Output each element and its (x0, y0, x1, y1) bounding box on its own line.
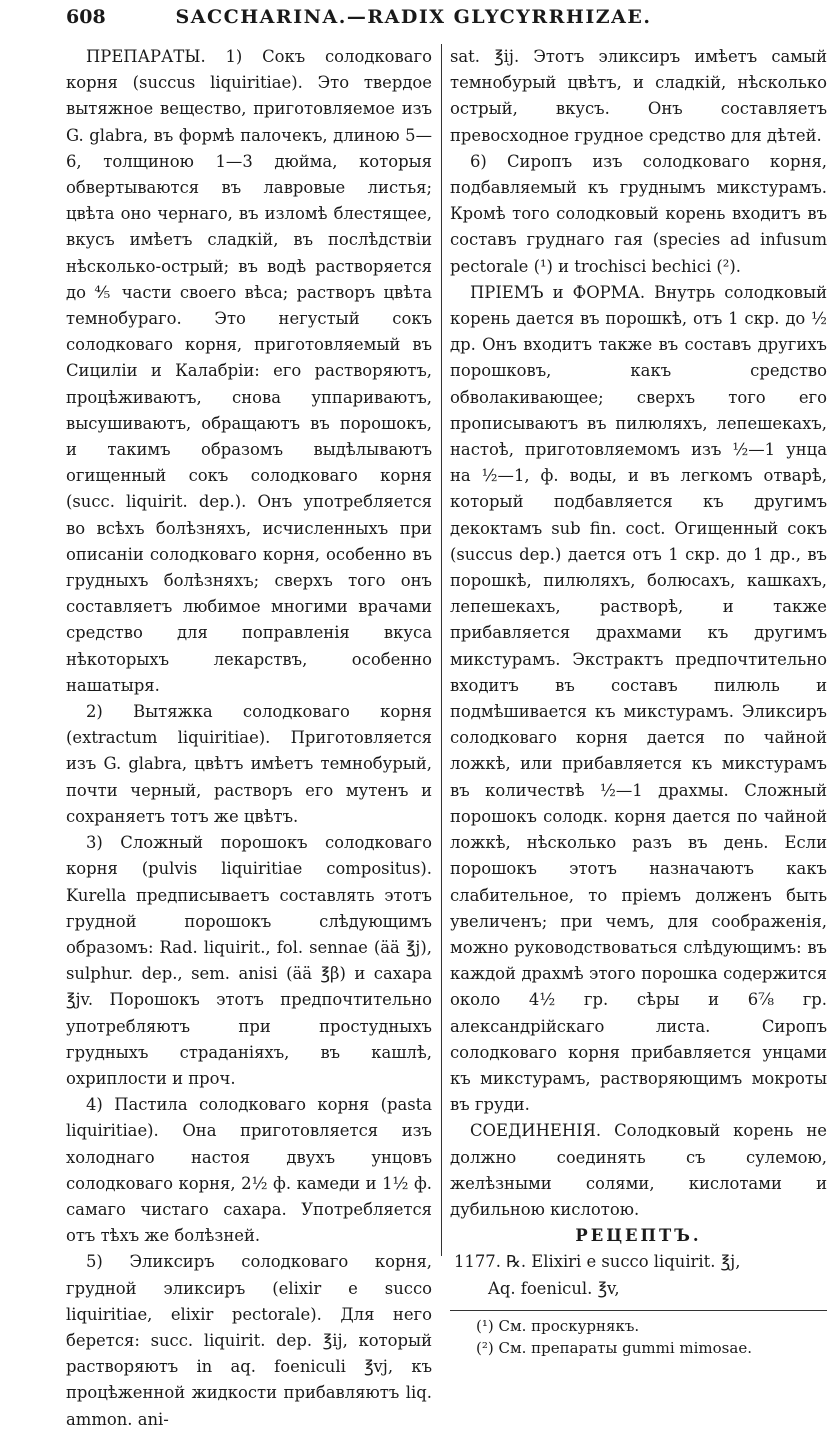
paragraph-elixir: 5) Эликсиръ солодковаго корня, грудной эликсиръ (elixir e succo liquiritiae, elixir pectorale). Для него берется: succ. liquirit. dep. ℥ij, который растворяютъ in aq. foeniculi ℥vj, къ процѣженной жидкости прибавляютъ liq. ammon. ani- (66, 1252, 432, 1429)
recipe-line: Aq. foenicul. ℥v, (488, 1278, 620, 1298)
paragraph-extract: 2) Вытяжка солодковаго корня (extractum liquiritiae). Приготовляется изъ G. glabra, цвѣтъ имѣетъ темнобурый, почти черный, растворъ его мутенъ и сохраняетъ тотъ же цвѣтъ. (66, 702, 432, 826)
right-column (450, 44, 827, 1359)
paragraph-pasta: 4) Пастила солодковаго корня (pasta liquiritiae). Она приготовляется изъ холоднаго настоя двухъ унцовъ солодковаго корня, 2½ ф. камеди и 1½ ф. самаго чистаго сахара. Употребляется отъ тѣхъ же болѣзней. (66, 1095, 432, 1246)
paragraph-compound-powder: 3) Сложный порошокъ солодковаго корня (pulvis liquiritiae compositus). Kurella предписываетъ составлять этотъ грудной порошокъ слѣдующимъ образомъ: Rad. liquirit., fol. sennae (ää ℥j), sulphur. dep., sem. anisi (ää ℥β) и сахара ℥jv. Порошокъ этотъ предпочтительно употребляютъ при простудныхъ грудныхъ страданіяхъ, въ кашлѣ, охриплости и проч. (66, 833, 432, 1088)
recipe-heading: РЕЦЕПТЪ. (575, 1226, 702, 1246)
paragraph-elixir-continued: sat. ℥ij. Этотъ эликсиръ имѣетъ самый темнобурый цвѣтъ, и сладкій, нѣсколько острый, вкусъ. Онъ составляетъ превосходное грудное средство для дѣтей. (450, 47, 827, 145)
page-header (0, 4, 827, 34)
paragraph-preparations: ПРЕПАРАТЫ. 1) Сокъ солодковаго корня (succus liquiritiae). Это твердое вытяжное вещество, приготовляемое изъ G. glabra, въ формѣ палочекъ, длиною 5—6, толщиною 1—3 дюйма, которыя обвертываются въ лавровые листья; цвѣта оно чернаго, въ изломѣ блестящее, вкусъ имѣетъ сладкій, въ послѣдствіи нѣсколько-острый; въ водѣ растворяется до ⅘ части своего вѣса; растворъ цвѣта темнобураго. Это негустый сокъ солодковаго корня, приготовляемый въ Сициліи и Калабріи: его растворяютъ, процѣживаютъ, снова уппариваютъ, высушиваютъ, обращаютъ въ порошокъ, и такимъ образомъ выдѣлываютъ огищенный сокъ солодковаго корня (succ. liquirit. dep.). Онъ употребляется во всѣхъ болѣзняхъ, исчисленныхъ при описаніи солодковаго корня, особенно въ грудныхъ болѣзняхъ; сверхъ того онъ составляетъ любимое многими врачами средство для поправленія вкуса нѣкоторыхъ лекарствъ, особенно нашатыря. (66, 47, 432, 695)
page-number: 608 (66, 6, 106, 28)
left-column (66, 44, 432, 1433)
recipe-line: 1177. ℞. Elixiri e succo liquirit. ℥j, (454, 1252, 741, 1272)
paragraph-combinations: СОЕДИНЕНІЯ. Солодковый корень не должно соединять съ сулемою, желѣзными солями, кислотами и дубильною кислотою. (450, 1121, 827, 1219)
running-head: SACCHARINA.—RADIX GLYCYRRHIZAE. (175, 6, 652, 28)
column-divider (441, 44, 442, 1256)
footnote-rule (450, 1310, 827, 1311)
paragraph-dosage-form: ПРІЕМЪ и ФОРМА. Внутрь солодковый корень дается въ порошкѣ, отъ 1 скр. до ½ др. Онъ входитъ также въ составъ другихъ порошковъ, какъ средство обволакивающее; сверхъ того его прописываютъ въ пилюляхъ, лепешекахъ, настоѣ, приготовляемомъ изъ ½—1 унца на ½—1, ф. воды, и въ легкомъ отварѣ, который подбавляется къ другимъ декоктамъ sub fin. coct. Огищенный сокъ (succus dep.) дается отъ 1 скр. до 1 др., въ порошкѣ, пилюляхъ, болюсахъ, кашкахъ, лепешекахъ, растворѣ, и также прибавляется драхмами къ другимъ микстурамъ. Экстрактъ предпочтительно входитъ въ составъ пилюль и подмѣшивается къ микстурамъ. Эликсиръ солодковаго корня дается по чайной ложкѣ, или прибавляется къ микстурамъ въ количествѣ ½—1 драхмы. Сложный порошокъ солодк. корня дается по чайной ложкѣ, нѣсколько разъ въ день. Если порошокъ этотъ назначаютъ какъ слабительное, то пріемъ долженъ быть увеличенъ; при чемъ, для соображенія, можно руководствоваться слѣдующимъ: въ каждой драхмѣ этого порошка содержится около 4½ гр. сѣры и 6⅞ гр. александрійскаго листа. Сиропъ солодковаго корня прибавляется унцами къ микстурамъ, растворяющимъ мокроты въ груди. (450, 282, 827, 1115)
paragraph-syrup: 6) Сиропъ изъ солодковаго корня, подбавляемый къ груднымъ микстурамъ. Кромѣ того солодковый корень входитъ въ составъ груднаго гая (species ad infusum pectorale (¹) и trochisci bechici (²). (450, 151, 827, 276)
footnote: (²) См. препараты gummi mimosae. (476, 1338, 752, 1357)
footnote: (¹) См. проскурнякъ. (476, 1316, 640, 1335)
